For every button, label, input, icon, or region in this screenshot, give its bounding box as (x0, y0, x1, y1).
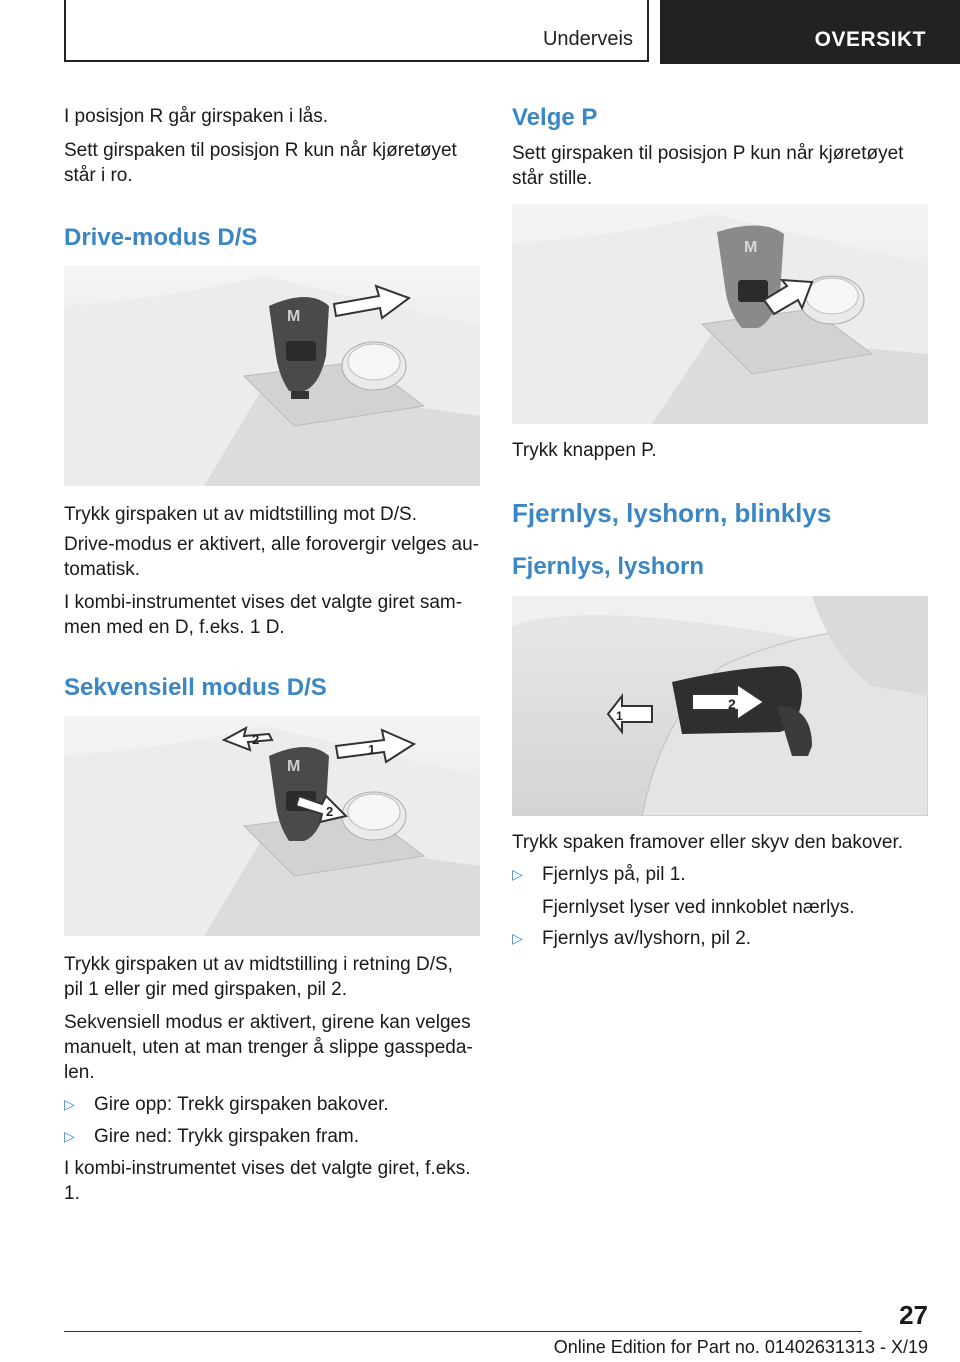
list-item-text: Gire opp: Trekk girspaken bakover. (94, 1094, 389, 1115)
list-item (64, 1124, 480, 1149)
list-item-text: Fjernlys av/lyshorn, pil 2. (542, 928, 752, 949)
paragraph-line: står stille. (512, 168, 593, 189)
paragraph-line: 1. (64, 1183, 80, 1204)
lever-logo: M (287, 308, 301, 325)
list-item (512, 862, 928, 887)
heading-drive-mode: Drive-modus D/S (64, 224, 258, 251)
figure-select-p (512, 204, 928, 424)
overview-tab-label: OVERSIKT (814, 28, 926, 51)
arrow-1-label: 1 (368, 742, 376, 757)
arrow-1-label: 1 (616, 709, 623, 723)
footer-divider (64, 1331, 862, 1332)
paragraph-line: manuelt, uten at man trenger å slippe gasspeda- (64, 1037, 473, 1058)
paragraph: I posisjon R går girspaken i lås. (64, 106, 329, 127)
heading-select-p: Velge P (512, 104, 598, 131)
heading-sequential-mode: Sekvensiell modus D/S (64, 674, 327, 701)
page-number: 27 (899, 1300, 928, 1330)
paragraph-line: I kombi-instrumentet vises det valgte giret, f.eks. (64, 1158, 471, 1179)
paragraph-line: Trykk girspaken ut av midtstilling i retning D/S, (64, 954, 453, 975)
overview-tab[interactable] (660, 0, 960, 64)
paragraph: Trykk knappen P. (512, 440, 657, 461)
bullet-triangle-icon: ▷ (64, 1096, 75, 1112)
list-item (64, 1092, 480, 1117)
figure-sequential-mode (64, 716, 480, 936)
arrow-2-label: 2 (728, 696, 736, 712)
list-item-subtext: Fjernlyset lyser ved innkoblet nærlys. (542, 897, 855, 918)
lever-logo: M (287, 758, 301, 775)
paragraph-line: står i ro. (64, 165, 133, 186)
section-tab-label: Underveis (542, 28, 633, 50)
figure-high-beam (512, 596, 928, 816)
arrow-2-label: 2 (252, 732, 260, 747)
arrow-2-label: 2 (326, 804, 334, 819)
paragraph-line: I kombi-instrumentet vises det valgte giret sam- (64, 592, 463, 613)
bullet-triangle-icon: ▷ (512, 930, 523, 946)
paragraph: Trykk girspaken ut av midtstilling mot D/S. (64, 504, 418, 525)
paragraph-line: Sett girspaken til posisjon P kun når kjøretøyet (512, 143, 904, 164)
paragraph: Trykk spaken framover eller skyv den bakover. (512, 832, 904, 853)
heading-high-beam-section: Fjernlys, lyshorn, blinklys (512, 498, 832, 528)
list-item-text: Fjernlys på, pil 1. (542, 864, 686, 885)
paragraph-line: tomatisk. (64, 559, 141, 580)
bullet-triangle-icon: ▷ (64, 1128, 75, 1144)
paragraph-line: pil 1 eller gir med girspaken, pil 2. (64, 979, 348, 1000)
lever-logo: M (744, 239, 758, 256)
paragraph-line: men med en D, f.eks. 1 D. (64, 617, 285, 638)
bullet-triangle-icon: ▷ (512, 866, 523, 882)
paragraph-line: Drive-modus er aktivert, alle forovergir velges au- (64, 534, 479, 555)
section-tab[interactable] (64, 0, 649, 62)
list-item (512, 926, 928, 951)
heading-high-beam: Fjernlys, lyshorn (512, 553, 705, 580)
paragraph-line: Sekvensiell modus er aktivert, girene kan velges (64, 1012, 471, 1033)
paragraph-line: len. (64, 1062, 95, 1083)
figure-drive-mode (64, 266, 480, 486)
list-item-text: Gire ned: Trykk girspaken fram. (94, 1126, 360, 1147)
footer-edition: Online Edition for Part no. 01402631313 - X/19 (553, 1337, 928, 1357)
page-header (0, 0, 960, 66)
paragraph-line: Sett girspaken til posisjon R kun når kjøretøyet (64, 140, 457, 161)
